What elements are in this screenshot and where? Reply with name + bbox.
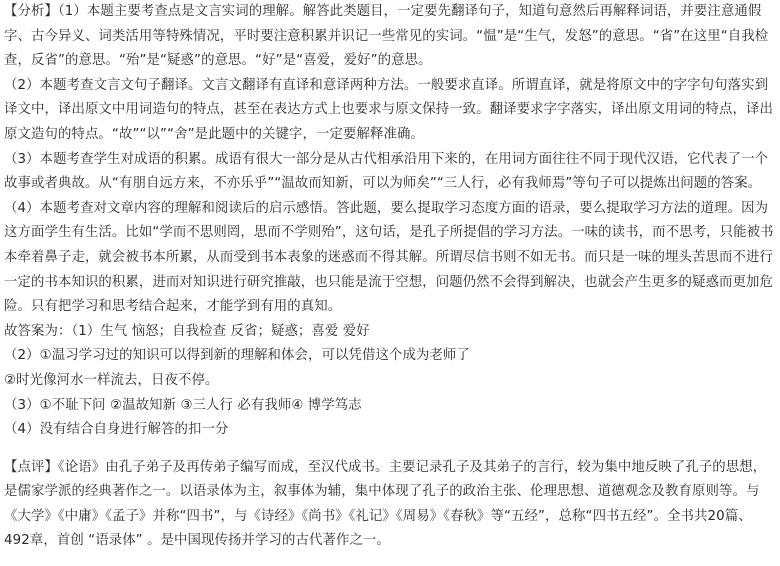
analysis-part-1: 【分析】（1）本题主要考查点是文言实词的理解。解答此类题目，一定要先翻译句子，知道句意然后再解释词语，并要注意通假字、古今异义、词类活用等特殊情况，平时要注意积累并识记一些常见的实词。“愠”是“生气，发怒”的意思。“省”在这里“自我检查，反省”的意思。“殆”是“疑惑”的意思。“好”是“喜爱，爱好”的意思。 — [4, 4, 769, 69]
analysis-part-4: （4）本题考查对文章内容的理解和阅读后的启示感悟。答此题，要么提取学习态度方面的语录，要么提取学习方法的道理。因为这方面学生有生活。比如“学而不思则罔，思而不学则殆”，这句话，是孔子所提倡的学习方法。一味的读书，而不思考，只能被书本牵着鼻子走，就会被书本所累，从而受到书本表象的迷惑而不得其解。所谓尽信书则不如无书。而只是一味的埋头苦思而不进行一定的书本知识的积累，进而对知识进行研究推敲，也只能是流于空想，问题仍然不会得到解决，也就会产生更多的疑惑而更加危险。只有把学习和思考结合起来，才能学到有用的真知。 — [4, 200, 774, 315]
comment-paragraph: 【点评】《论语》由孔子弟子及再传弟子编写而成，至汉代成书。主要记录孔子及其弟子的言行，较为集中地反映了孔子的思想，是儒家学派的经典著作之一。以语录体为主，叙事体为辅，集中体现了孔子的政治主张、伦理思想、道德观念及教育原则等。与《大学》《中庸》《孟子》并称“四书”，与《诗经》《尚书》《礼记》《周易》《春秋》等“五经”，总称“四书五经”。全书共20篇、492章，首创 “语录体” 。是中国现传扬并学习的古代著作之一。 — [4, 459, 767, 549]
answer-2-second: ②时光像河水一样流去，日夜不停。 — [4, 372, 219, 388]
answer-1: 故答案为：（1）生气 恼怒；自我检查 反省；疑惑；喜爱 爱好 — [4, 323, 370, 339]
answer-4: （4）没有结合自身进行解答的扣一分 — [4, 422, 229, 438]
section-gap — [4, 443, 776, 456]
answer-3: （3）①不耻下问 ②温故知新 ③三人行 必有我师④ 博学笃志 — [4, 397, 362, 413]
answer-2-first: （2）①温习学习过的知识可以得到新的理解和体会，可以凭借这个成为老师了 — [4, 348, 470, 364]
analysis-part-3: （3）本题考查学生对成语的积累。成语有很大一部分是从古代相承沿用下来的，在用词方面往往不同于现代汉语，它代表了一个故事或者典故。从“有朋自远方来，不亦乐乎”“温故而知新，可以为师矣”“三人行，必有我师焉”等句子可以提炼出问题的答案。 — [4, 151, 769, 192]
analysis-part-2: （2）本题考查文言文句子翻译。文言文翻译有直译和意译两种方法。一般要求直译。所谓直译，就是将原文中的字字句句落实到译文中，译出原文中用词造句的特点，甚至在表达方式上也要求与原文保持一致。翻译要求字字落实，译出原文用词的特点，译出原文造句的特点。“故”“以”“舍”是此题中的关键字，一定要解释准确。 — [4, 77, 773, 142]
